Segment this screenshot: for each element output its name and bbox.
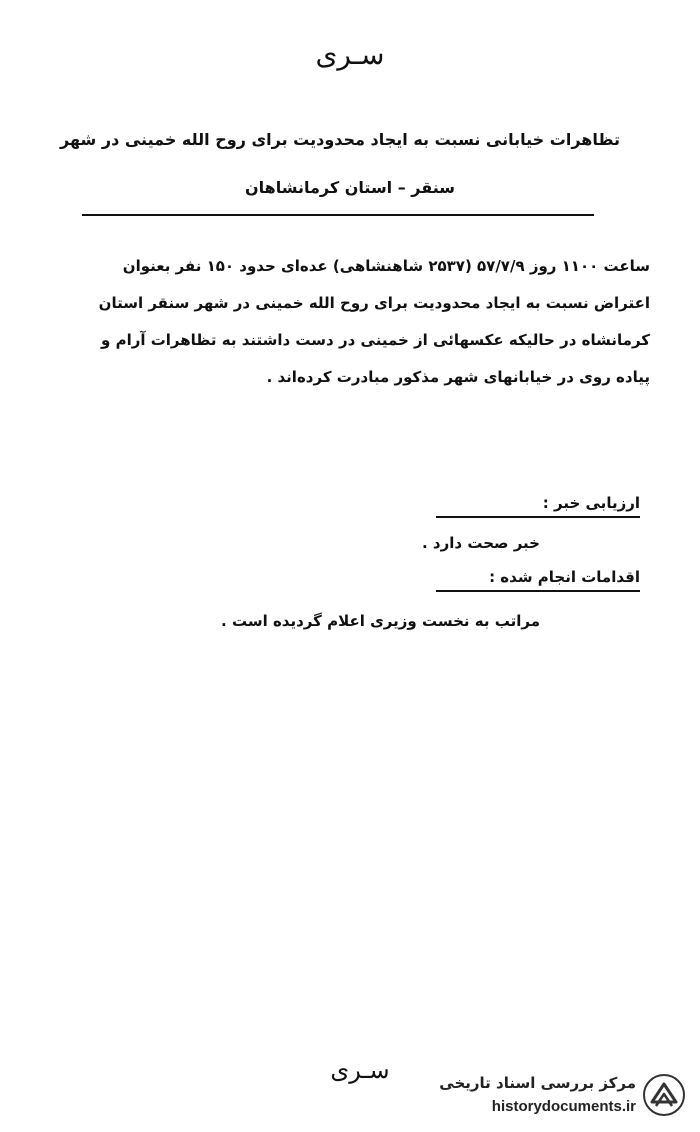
- classification-stamp-top: سـری: [315, 38, 385, 71]
- actions-text: مراتب به نخست وزیری اعلام گردیده است .: [221, 612, 540, 630]
- actions-heading-underline: [436, 590, 640, 592]
- watermark-url: historydocuments.ir: [491, 1098, 636, 1115]
- document-title: تظاهرات خیابانی نسبت به ایجاد محدودیت برای روح الله خمینی در شهر: [60, 130, 620, 149]
- body-line: اعتراض نسبت به ایجاد محدودیت برای روح الله خمینی در شهر سنقر استان: [98, 294, 650, 312]
- body-line: پیاده روی در خیابانهای شهر مذکور مبادرت کرده‌اند .: [266, 368, 650, 386]
- evaluation-heading-underline: [436, 516, 640, 518]
- watermark-title: مرکز بررسی اسناد تاریخی: [439, 1074, 636, 1092]
- actions-heading: [436, 568, 640, 586]
- classification-stamp-bottom: سـری: [330, 1056, 390, 1084]
- evaluation-heading-label: ارزیابی خبر :: [542, 494, 640, 512]
- document-subtitle: سنقر – استان کرمانشاهان: [244, 178, 456, 197]
- evaluation-text: خبر صحت دارد .: [422, 534, 540, 552]
- body-line: ساعت ۱۱۰۰ روز ۵۷/۷/۹ (۲۵۳۷ شاهنشاهی) عده‌ای حدود ۱۵۰ نفر بعنوان: [122, 257, 650, 275]
- body-line: کرمانشاه در حالیکه عکسهائی از خمینی در دست داشتند به تظاهرات آرام و: [101, 331, 650, 349]
- watermark: [412, 1068, 690, 1124]
- document-body: [40, 248, 650, 396]
- title-underline: [82, 214, 594, 216]
- evaluation-heading: [436, 494, 640, 512]
- book-logo-icon: [642, 1072, 686, 1118]
- actions-heading-label: اقدامات انجام شده :: [489, 568, 640, 586]
